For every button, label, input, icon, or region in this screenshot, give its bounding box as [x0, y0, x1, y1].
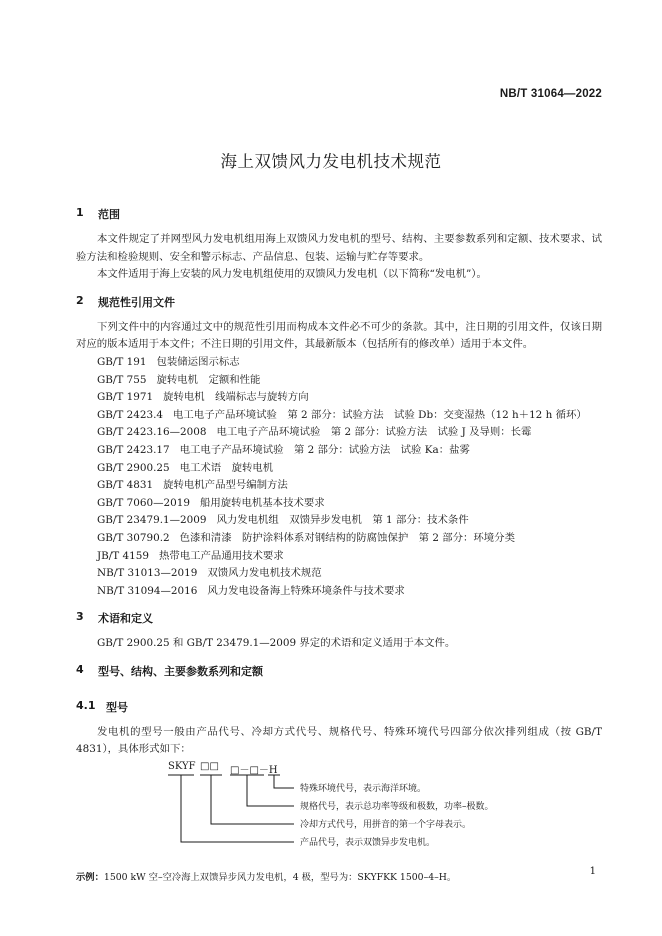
reference-code: NB/T 31013—2019 — [97, 567, 198, 580]
reference-code: GB/T 2423.16—2008 — [97, 426, 207, 439]
leader-spec — [247, 775, 294, 806]
reference-title: 旋转电机产品型号编制方法 — [163, 479, 288, 492]
paragraph: 发电机的型号一般由产品代号、冷却方式代号、规格代号、特殊环境代号四部分依次排列组成（按 GB/T 4831），具体形式如下： — [76, 725, 602, 756]
reference-code: GB/T 4831 — [97, 479, 154, 492]
reference-code: NB/T 31094—2016 — [97, 584, 198, 597]
reference-title: 风力发电机组 双馈异步发电机 第 1 部分：技术条件 — [216, 514, 469, 527]
reference-item — [76, 407, 602, 425]
reference-item — [76, 424, 602, 442]
note-environment: 特殊环境代号，表示海洋环境。 — [300, 784, 427, 795]
section-heading — [76, 294, 602, 310]
document-body — [76, 206, 602, 885]
section-heading — [76, 610, 602, 626]
note-specification: 规格代号，表示总功率等级和极数，功率–极数。 — [300, 802, 494, 813]
section-title: 型号、结构、主要参数系列和定额 — [98, 664, 263, 678]
section-heading — [76, 206, 602, 222]
paragraph: GB/T 2900.25 和 GB/T 23479.1—2009 界定的术语和定义适用于本文件。 — [97, 637, 456, 650]
reference-item — [76, 565, 602, 583]
section-title: 范围 — [98, 208, 120, 221]
reference-title: 色漆和清漆 防护涂料体系对钢结构的防腐蚀保护 第 2 部分：环境分类 — [179, 531, 515, 544]
reference-item — [76, 442, 602, 460]
subsection-heading — [76, 699, 602, 715]
reference-code: GB/T 23479.1—2009 — [97, 514, 207, 527]
reference-list — [76, 354, 602, 600]
reference-item — [76, 354, 602, 372]
reference-title: 包装储运图示标志 — [156, 355, 240, 368]
leader-product — [181, 775, 294, 842]
example-label: 示例： — [76, 872, 104, 884]
diagram-lines — [76, 765, 602, 865]
paragraph: 下列文件中的内容通过文中的规范性引用而构成本文件必不可少的条款。其中，注日期的引用文件，仅该日期对应的版本适用于本文件；不注日期的引用文件，其最新版本（包括所有的修改单）适用于本文件。 — [76, 320, 602, 351]
reference-item — [76, 389, 602, 407]
reference-item — [76, 548, 602, 566]
note-product: 产品代号，表示双馈异步发电机。 — [300, 838, 436, 849]
reference-item — [76, 530, 602, 548]
subsection-number: 4.1 — [76, 698, 96, 712]
reference-title: 旋转电机 线端标志与旋转方向 — [163, 391, 309, 404]
page-number: 1 — [589, 866, 596, 877]
reference-item — [76, 495, 602, 513]
paragraph: 本文件适用于海上安装的风力发电机组使用的双馈风力发电机（以下简称“发电机”）。 — [97, 268, 487, 281]
subsection-title: 型号 — [106, 700, 128, 714]
reference-code: GB/T 7060—2019 — [97, 496, 190, 509]
section-normative-references — [76, 294, 602, 601]
reference-code: GB/T 2423.4 — [97, 408, 164, 421]
model-code-diagram — [76, 761, 602, 865]
example-text: 1500 kW 空–空冷海上双馈异步风力发电机，4 极，型号为：SKYFKK 1500–4–H。 — [103, 872, 457, 884]
section-heading — [76, 663, 602, 679]
reference-title: 旋转电机 定额和性能 — [156, 373, 261, 386]
reference-item — [76, 460, 602, 478]
leader-env — [274, 775, 294, 788]
section-terms — [76, 610, 602, 653]
reference-code: GB/T 1971 — [97, 391, 154, 404]
leader-cooling — [211, 775, 294, 824]
reference-item — [76, 477, 602, 495]
section-title: 规范性引用文件 — [98, 295, 175, 309]
standard-number: NB/T 31064—2022 — [499, 88, 602, 100]
reference-title: 电工术语 旋转电机 — [179, 461, 274, 474]
reference-item — [76, 372, 602, 390]
section-number: 2 — [76, 293, 84, 307]
section-model-structure — [76, 663, 602, 679]
note-cooling: 冷却方式代号，用拼音的第一个字母表示。 — [300, 820, 472, 831]
section-title: 术语和定义 — [98, 612, 153, 626]
reference-title: 电工电子产品环境试验 第 2 部分：试验方法 试验 Db：交变湿热（12 h＋12 h 循环） — [173, 408, 587, 421]
reference-item — [76, 512, 602, 530]
reference-code: JB/T 4159 — [97, 549, 149, 562]
reference-code: GB/T 30790.2 — [97, 531, 170, 544]
reference-title: 电工电子产品环境试验 第 2 部分：试验方法 试验 Ka：盐雾 — [179, 443, 470, 456]
subsection-model — [76, 699, 602, 885]
example — [76, 871, 602, 885]
code-product: SKYF — [168, 761, 196, 773]
section-number: 3 — [76, 610, 84, 624]
reference-code: GB/T 2900.25 — [97, 461, 170, 474]
reference-item — [76, 583, 602, 601]
paragraph: 本文件规定了并网型风力发电机组用海上双馈风力发电机的型号、结构、主要参数系列和定额、技术要求、试验方法和检验规则、安全和警示标志、产品信息、包装、运输与贮存等要求。 — [76, 233, 602, 263]
reference-code: GB/T 2423.17 — [97, 443, 170, 456]
section-number: 4 — [76, 662, 84, 676]
reference-title: 风力发电设备海上特殊环境条件与技术要求 — [207, 584, 405, 597]
code-cooling: □□ — [200, 761, 219, 773]
reference-title: 电工电子产品环境试验 第 2 部分：试验方法 试验 J 及导则：长霉 — [216, 426, 532, 439]
reference-title: 热带电工产品通用技术要求 — [158, 549, 284, 562]
document-title: 海上双馈风力发电机技术规范 — [220, 152, 442, 171]
section-scope — [76, 206, 602, 284]
reference-title: 双馈风力发电机技术规范 — [207, 567, 322, 580]
reference-code: GB/T 755 — [97, 373, 147, 386]
section-number: 1 — [76, 206, 84, 219]
reference-code: GB/T 191 — [97, 355, 147, 368]
reference-title: 船用旋转电机基本技术要求 — [199, 496, 325, 509]
code-spec: □－□－H — [230, 765, 278, 777]
